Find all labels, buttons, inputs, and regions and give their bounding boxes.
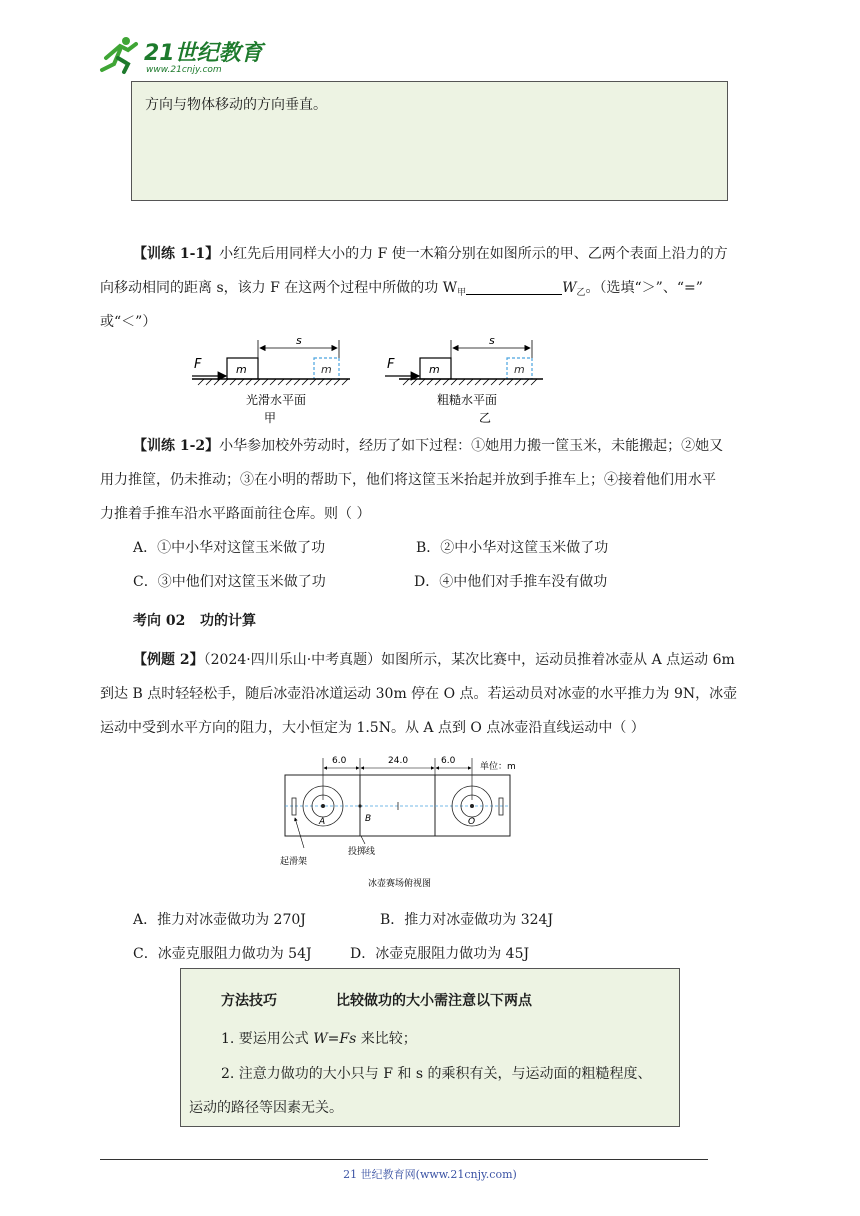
mass-label-jia: m (236, 363, 247, 376)
distance-label-jia: s (296, 334, 302, 347)
exercise-1-1-tag: 【训练 1-1】 (133, 246, 220, 262)
mass-label-yi: m (429, 363, 440, 376)
logo (96, 36, 266, 76)
mass-moved-jia: m (321, 363, 332, 376)
point-a: A (319, 817, 326, 827)
footer-divider (100, 1159, 708, 1160)
option-b[interactable]: B．②中小华对这筐玉米做了功 (416, 540, 609, 556)
mass-moved-yi: m (514, 363, 525, 376)
dim-label-2: 24.0 (388, 756, 409, 766)
sub-yi: 乙 (576, 288, 586, 298)
figure-name-jia: 甲 (264, 411, 277, 425)
logo-url: www.21cnjy.com (146, 65, 222, 75)
curling-figure (278, 750, 538, 895)
start-rack-left (292, 798, 296, 815)
w-symbol: W (562, 280, 577, 296)
sub-jia: 甲 (457, 288, 467, 298)
surface-label-yi: 粗糙水平面 (437, 393, 498, 407)
method-item-2-line1: 2. 注意力做功的大小只与 F 和 s 的乘积有关，与运动面的粗糙程度、 (221, 1066, 652, 1082)
exercise-1-1-text1: 小红先后用同样大小的力 F 使一木箱分别在如图所示的甲、乙两个表面上沿力的方 (219, 246, 728, 262)
continued-note-text: 方向与物体移动的方向垂直。 (145, 97, 327, 113)
exercise-1-2-tag: 【训练 1-2】 (133, 438, 220, 454)
point-b: B (365, 814, 372, 824)
option-a[interactable]: A．①中小华对这筐玉米做了功 (133, 540, 326, 556)
exercise-1-1-line1 (133, 244, 728, 264)
exercise-1-1-text2b: 。（选填“＞”、“=” (585, 280, 703, 296)
exercise-1-2-text1: 小华参加校外劳动时，经历了如下过程：①她用力搬一筐玉米，未能搬起；②她又 (219, 438, 724, 454)
exercise-1-1-line2 (100, 278, 703, 303)
footer-link[interactable]: 21 世纪教育网(www.21cnjy.com) (343, 1168, 517, 1181)
surface-label-jia: 光滑水平面 (246, 393, 307, 407)
method-item-1: 1. 要运用公式 W=Fs 来比较； (221, 1031, 417, 1047)
figure-caption: 冰壶赛场俯视图 (368, 879, 432, 889)
dim-label-1: 6.0 (332, 756, 347, 766)
exercise-1-1-text2a: 向移动相同的距离 s，该力 F 在这两个过程中所做的功 W (100, 280, 458, 296)
figure-jia (192, 334, 350, 425)
option-d[interactable]: D．④中他们对手推车没有做功 (414, 574, 608, 590)
figure-yi (385, 334, 543, 425)
surface-figure (190, 330, 560, 430)
exercise-1-2-line1 (133, 436, 723, 456)
option-c[interactable]: C．③中他们对这筐玉米做了功 (133, 574, 326, 590)
section-title: 功的计算 (199, 613, 256, 629)
label-start-rack: 起滑架 (280, 857, 308, 867)
point-o: O (468, 817, 476, 827)
figure-name-yi: 乙 (479, 411, 492, 425)
logo-title: 21世纪教育 (144, 41, 263, 66)
exercise-1-2-line3: 力推着手推车沿水平路面前往仓库。则（ ） (100, 506, 371, 522)
example-option-c[interactable]: C．冰壶克服阻力做功为 54J (133, 946, 312, 962)
method-item-2-line2: 运动的路径等因素无关。 (189, 1100, 343, 1116)
example-2-line2: 到达 B 点时轻轻松手，随后冰壶沿冰道运动 30m 停在 O 点。若运动员对冰壶的水平推力为 9N，冰壶 (100, 686, 738, 702)
continued-note-box (131, 81, 728, 201)
method-box (180, 968, 680, 1127)
answer-blank[interactable] (466, 280, 562, 295)
example-2-line1 (133, 650, 735, 670)
force-label-jia: F (194, 357, 202, 372)
exercise-1-2-line2: 用力推筐，仍未推动；③在小明的帮助下，他们将这筐玉米抬起并放到手推车上；④接着他们用水平 (100, 472, 716, 488)
example-option-b[interactable]: B．推力对冰壶做功为 324J (380, 912, 554, 928)
dim-label-3: 6.0 (441, 756, 456, 766)
example-option-a[interactable]: A．推力对冰壶做功为 270J (133, 912, 306, 928)
example-2-tag: 【例题 2】 (133, 652, 204, 668)
section-heading (133, 611, 256, 631)
start-rack-right (499, 798, 503, 815)
formula: W=Fs (313, 1031, 357, 1047)
distance-label-yi: s (489, 334, 495, 347)
runner-icon (102, 37, 136, 72)
exercise-1-1-line3: 或“＜”） (100, 314, 157, 330)
force-label-yi: F (387, 357, 395, 372)
example-option-d[interactable]: D．冰壶克服阻力做功为 45J (350, 946, 530, 962)
unit-label: 单位：m (480, 762, 516, 772)
method-title: 比较做功的大小需注意以下两点 (336, 993, 532, 1009)
label-throw-line: 投掷线 (348, 847, 376, 857)
example-2-line3: 运动中受到水平方向的阻力，大小恒定为 1.5N。从 A 点到 O 点冰壶沿直线运动中（ ） (100, 720, 645, 736)
method-label: 方法技巧 (221, 993, 277, 1009)
example-2-text1: （2024·四川乐山·中考真题）如图所示，某次比赛中，运动员推着冰壶从 A 点运动 6m (203, 652, 735, 668)
section-label: 考向 02 (133, 613, 186, 629)
